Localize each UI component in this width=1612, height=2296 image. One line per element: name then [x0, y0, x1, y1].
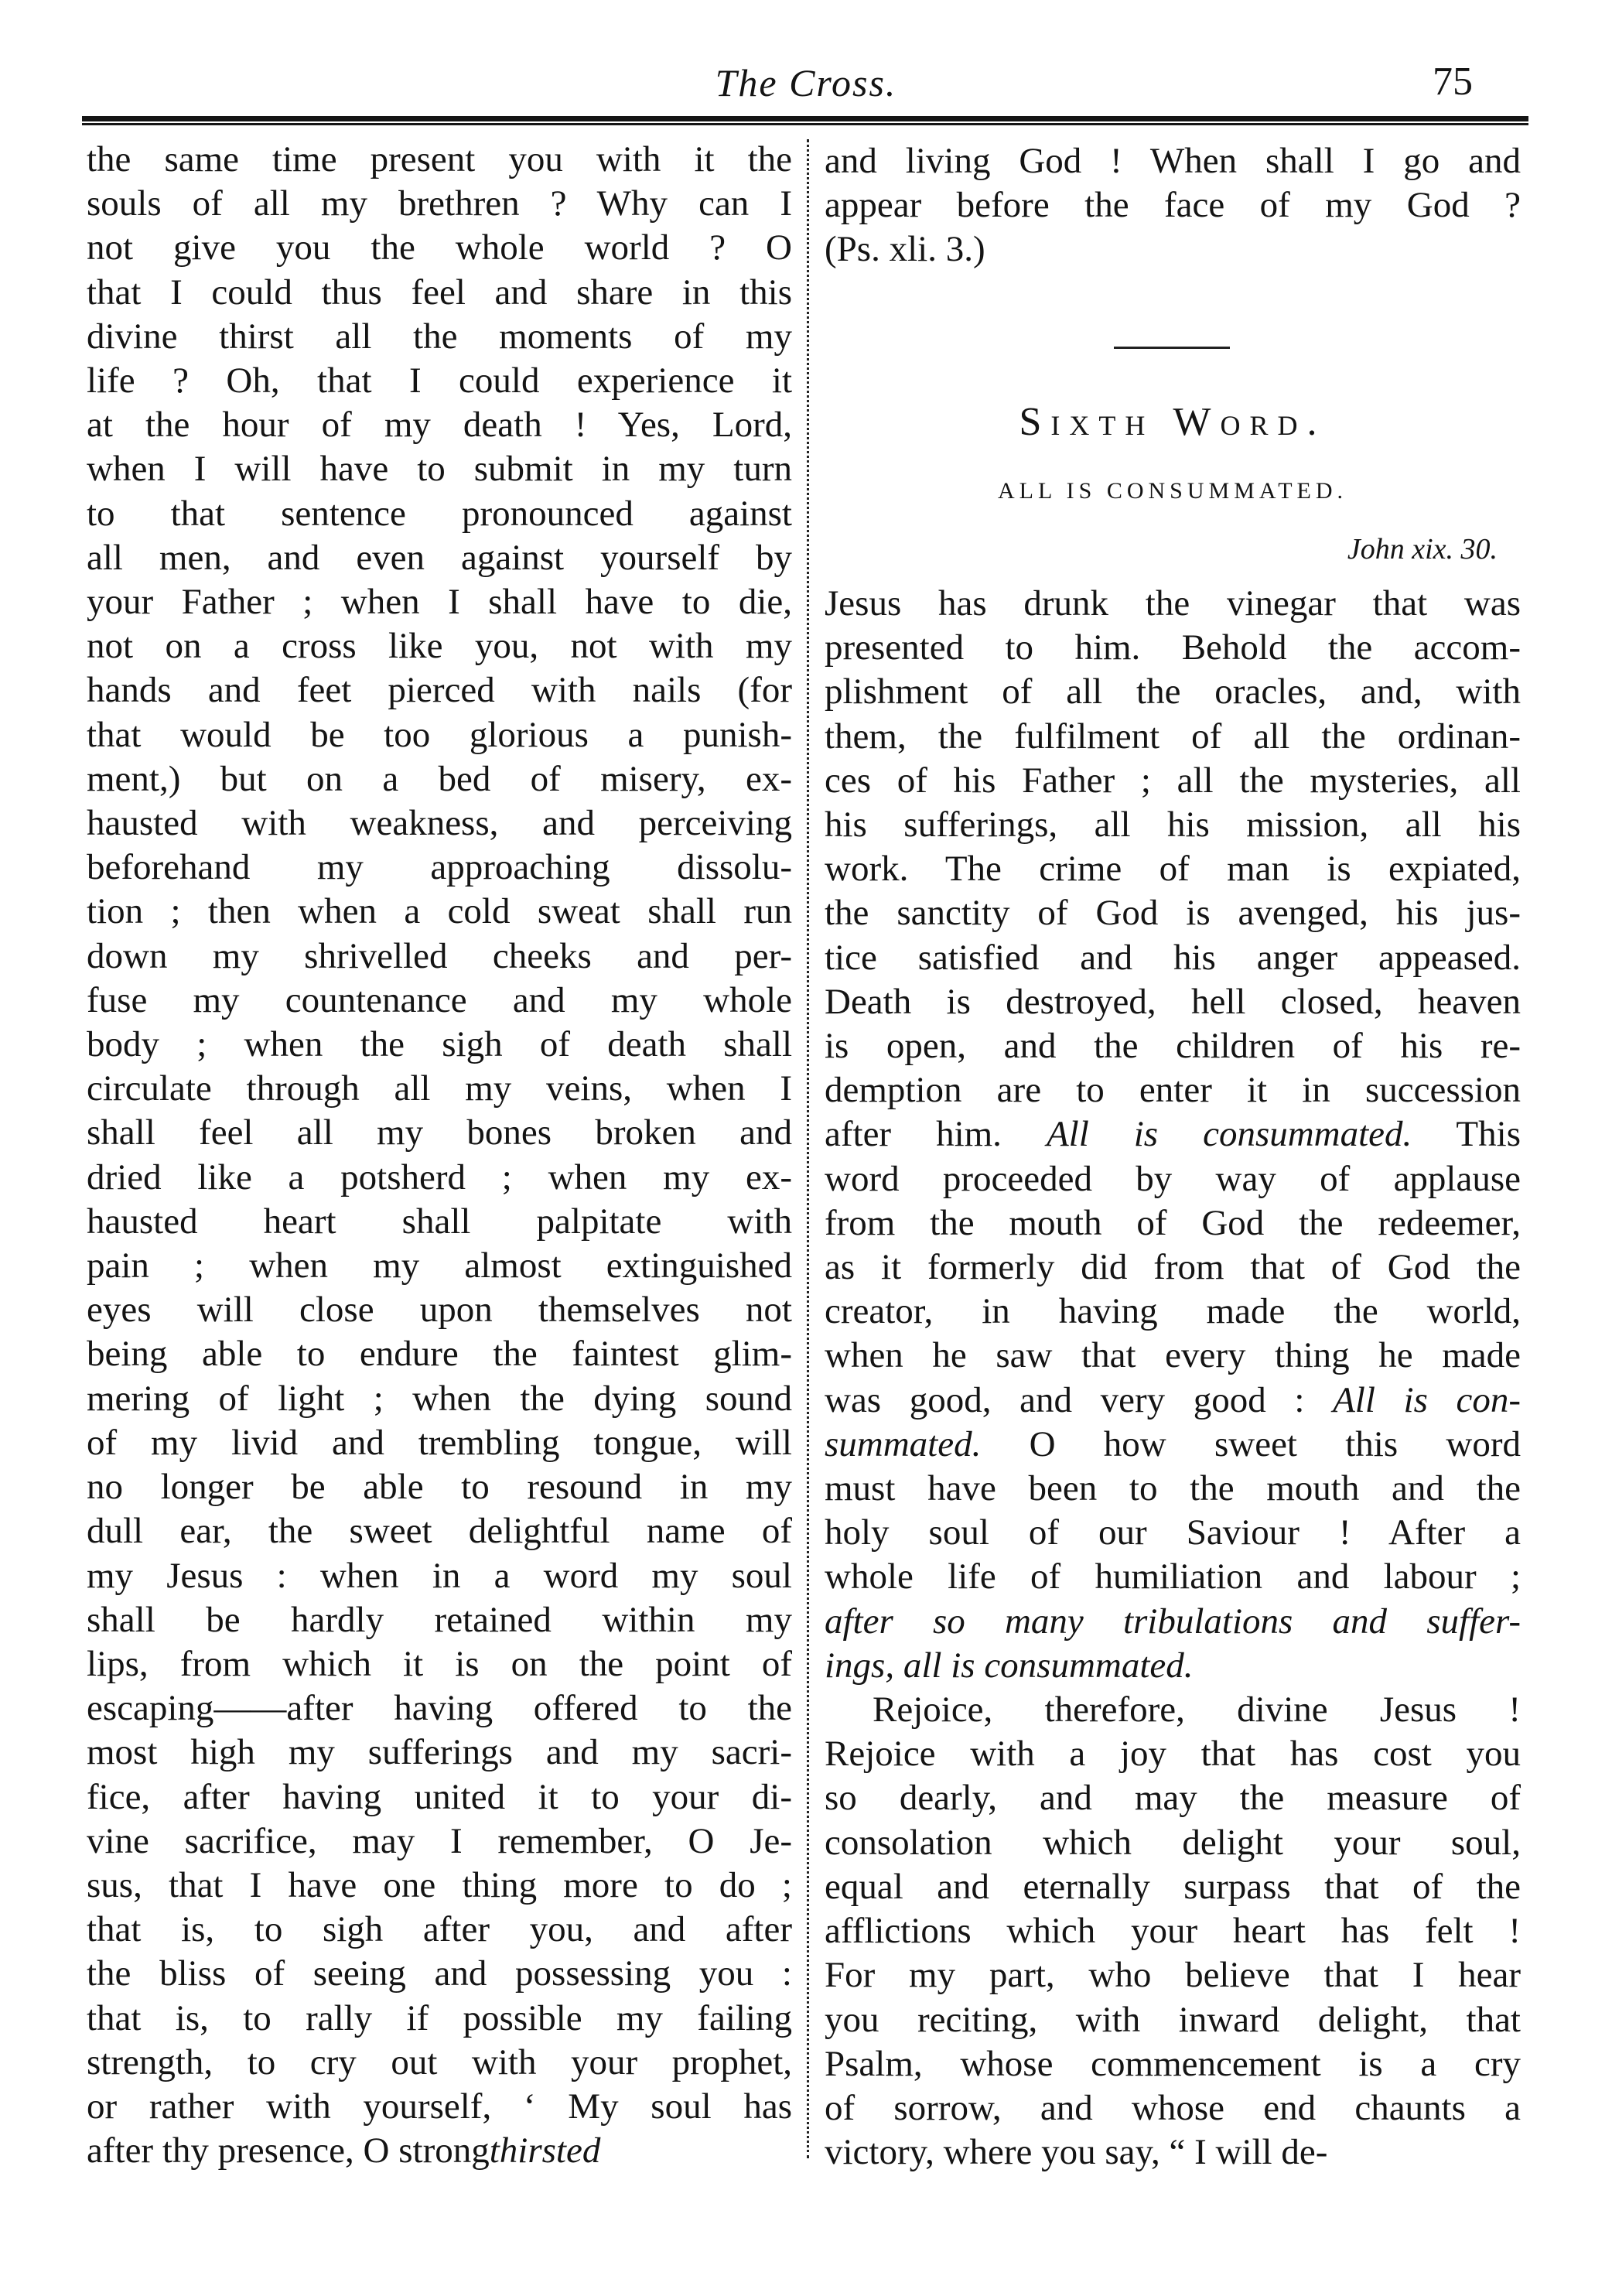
- text-line: [87, 271, 792, 315]
- running-title: The Cross.: [715, 61, 897, 104]
- text-run: not on a cross like you, not with my: [87, 626, 792, 667]
- text-run: most high my sufferings and my sacri-: [87, 1732, 792, 1773]
- text-run: the bliss of seeing and possessing you :: [87, 1953, 792, 1994]
- text-line: [87, 359, 792, 403]
- text-line: [825, 1909, 1521, 1953]
- text-line: [87, 226, 792, 270]
- text-run: lips, from which it is on the point of: [87, 1643, 792, 1684]
- text-run: mering of light ; when the dying sound: [87, 1378, 792, 1419]
- text-line: [825, 1245, 1521, 1290]
- text-run: them, the fulfilment of all the ordinan-: [825, 716, 1521, 757]
- text-line: [87, 668, 792, 712]
- text-line: [825, 1334, 1521, 1378]
- text-line: [87, 447, 792, 491]
- text-line: [825, 1644, 1521, 1688]
- text-run: dull ear, the sweet delightful name of: [87, 1511, 792, 1552]
- text-run: hands and feet pierced with nails (for: [87, 670, 792, 711]
- text-line: [825, 2086, 1521, 2130]
- text-line: [825, 670, 1521, 714]
- text-run: hausted with weakness, and perceiving: [87, 803, 792, 844]
- text-run: For my part, who believe that I hear: [825, 1955, 1521, 1996]
- text-run: tion ; then when a cold sweat shall run: [87, 891, 792, 932]
- text-run: must have been to the mouth and the: [825, 1468, 1521, 1509]
- italic-text: All is consummated.: [1046, 1114, 1412, 1155]
- text-line: [87, 1200, 792, 1244]
- text-run: or rather with yourself, ‘ My soul has: [87, 2086, 792, 2127]
- text-line: [87, 1465, 792, 1509]
- text-run: demption are to enter it in succession: [825, 1070, 1521, 1111]
- text-run: not give you the whole world ? O: [87, 227, 792, 268]
- text-line: [825, 1379, 1521, 1423]
- text-run: plishment of all the oracles, and, with: [825, 671, 1521, 712]
- scripture-reference: John xix. 30.: [1347, 533, 1498, 565]
- text-line: [87, 1421, 792, 1465]
- text-line: [87, 1686, 792, 1731]
- text-line: [825, 1290, 1521, 1334]
- text-run: down my shrivelled cheeks and per-: [87, 935, 792, 976]
- text-line: [825, 2130, 1521, 2175]
- text-run: eyes will close upon themselves not: [87, 1290, 792, 1331]
- text-run: escaping——after having offered to the: [87, 1688, 792, 1729]
- text-run: Death is destroyed, hell closed, heaven: [825, 981, 1521, 1022]
- italic-text: after so many tribulations and suffer-: [825, 1601, 1521, 1642]
- text-run: presented to him. Behold the accom-: [825, 627, 1521, 668]
- text-run: souls of all my brethren ? Why can I: [87, 183, 792, 224]
- text-line: [87, 801, 792, 846]
- text-run: is open, and the children of his re-: [825, 1026, 1521, 1067]
- text-run: Rejoice, therefore, divine Jesus !: [873, 1690, 1521, 1731]
- text-run: at the hour of my death ! Yes, Lord,: [87, 405, 792, 446]
- text-line: [87, 979, 792, 1023]
- text-line: [87, 1288, 792, 1332]
- text-run: as it formerly did from that of God the: [825, 1247, 1521, 1288]
- text-run: life ? Oh, that I could experience it: [87, 360, 792, 401]
- text-line: [825, 891, 1521, 935]
- right-column-top: [825, 139, 1521, 272]
- text-line: [825, 936, 1521, 980]
- text-line: [825, 2042, 1521, 2086]
- text-line: [87, 1156, 792, 1200]
- text-run: creator, in having made the world,: [825, 1291, 1521, 1332]
- text-run: body ; when the sigh of death shall: [87, 1024, 792, 1065]
- text-line: [825, 1555, 1521, 1599]
- text-line: [87, 1864, 792, 1908]
- text-line: [87, 1731, 792, 1775]
- italic-text: All is con-: [1333, 1379, 1521, 1420]
- text-line: [825, 227, 1521, 272]
- text-line: [825, 582, 1521, 626]
- text-run: of sorrow, and whose end chaunts a: [825, 2087, 1521, 2128]
- text-run: circulate through all my veins, when I: [87, 1068, 792, 1109]
- text-run: after him.: [825, 1114, 1047, 1155]
- text-run: work. The crime of man is expiated,: [825, 849, 1521, 890]
- text-line: [87, 846, 792, 890]
- text-run: strength, to cry out with your prophet,: [87, 2041, 792, 2082]
- text-line: [825, 1068, 1521, 1112]
- column-divider: [807, 139, 809, 2158]
- section-separator: [1114, 347, 1230, 349]
- text-run: consolation which delight your soul,: [825, 1822, 1521, 1863]
- text-run: that would be too glorious a punish-: [87, 714, 792, 755]
- text-run: (Ps. xli. 3.): [825, 229, 985, 270]
- text-line: [87, 1775, 792, 1819]
- text-line: [87, 2085, 792, 2129]
- text-line: [87, 492, 792, 536]
- text-run: that is, to rally if possible my failing: [87, 1997, 792, 2038]
- text-run: shall feel all my bones broken and: [87, 1112, 792, 1153]
- italic-text: thirsted: [489, 2130, 601, 2171]
- text-line: [825, 803, 1521, 847]
- text-run: tice satisfied and his anger appeased.: [825, 937, 1521, 978]
- text-run: O how sweet this word: [981, 1423, 1521, 1464]
- italic-text: summated.: [825, 1423, 982, 1464]
- text-line: [825, 139, 1521, 183]
- text-line: [87, 1377, 792, 1421]
- text-line: [825, 1600, 1521, 1644]
- right-column-body: [825, 582, 1521, 2175]
- text-line: [87, 580, 792, 624]
- text-run: of my livid and trembling tongue, will: [87, 1422, 792, 1463]
- text-run: his sufferings, all his mission, all his: [825, 805, 1521, 846]
- text-run: afflictions which your heart has felt !: [825, 1911, 1521, 1952]
- text-line: [825, 1998, 1521, 2042]
- text-run: vine sacrifice, may I remember, O Je-: [87, 1820, 792, 1861]
- text-line: [87, 624, 792, 668]
- text-run: sus, that I have one thing more to do ;: [87, 1864, 792, 1905]
- text-line: [825, 1821, 1521, 1865]
- text-run: to that sentence pronounced against: [87, 493, 792, 534]
- text-run: and living God ! When shall I go and: [825, 141, 1521, 181]
- text-line: [87, 1642, 792, 1686]
- text-line: [825, 1732, 1521, 1776]
- text-run: holy soul of our Saviour ! After a: [825, 1512, 1521, 1553]
- text-run: your Father ; when I shall have to die,: [87, 582, 792, 623]
- text-line: [87, 1244, 792, 1288]
- text-run: that I could thus feel and share in this: [87, 272, 792, 313]
- text-line: [87, 713, 792, 757]
- text-line: [825, 1953, 1521, 1997]
- text-run: divine thirst all the moments of my: [87, 316, 792, 357]
- text-run: pain ; when my almost extinguished: [87, 1245, 792, 1286]
- text-line: [825, 759, 1521, 803]
- left-column: [87, 138, 792, 2173]
- text-line: [825, 1423, 1521, 1467]
- text-run: hausted heart shall palpitate with: [87, 1201, 792, 1242]
- text-line: [825, 1511, 1521, 1555]
- text-line: [825, 1467, 1521, 1511]
- text-line: [87, 1111, 792, 1155]
- text-line: [87, 1598, 792, 1642]
- text-run: the sanctity of God is avenged, his jus-: [825, 893, 1521, 934]
- text-line: [87, 2041, 792, 2085]
- text-run: equal and eternally surpass that of the: [825, 1866, 1521, 1907]
- text-line: [825, 1688, 1521, 1732]
- text-line: [87, 182, 792, 226]
- text-line: [87, 536, 792, 580]
- text-run: all men, and even against yourself by: [87, 537, 792, 578]
- text-run: when he saw that every thing he made: [825, 1335, 1521, 1376]
- text-run: word proceeded by way of applause: [825, 1158, 1521, 1199]
- text-run: dried like a potsherd ; when my ex-: [87, 1157, 792, 1198]
- text-run: from the mouth of God the redeemer,: [825, 1202, 1521, 1243]
- italic-text: ings, all is consummated.: [825, 1645, 1194, 1686]
- text-line: [825, 1157, 1521, 1201]
- text-line: [825, 1024, 1521, 1068]
- text-run: when I will have to submit in my turn: [87, 449, 792, 490]
- text-run: fice, after having united it to your di-: [87, 1776, 792, 1817]
- text-line: [87, 2129, 792, 2173]
- text-line: [87, 1997, 792, 2041]
- text-line: [825, 1776, 1521, 1820]
- text-run: so dearly, and may the measure of: [825, 1778, 1521, 1819]
- text-line: [825, 1865, 1521, 1909]
- text-run: fuse my countenance and my whole: [87, 979, 792, 1020]
- text-line: [87, 1819, 792, 1864]
- text-line: [825, 715, 1521, 759]
- text-run: no longer be able to resound in my: [87, 1467, 792, 1508]
- text-run: whole life of humiliation and labour ;: [825, 1556, 1521, 1597]
- text-line: [825, 847, 1521, 891]
- text-line: [87, 1332, 792, 1376]
- text-line: [87, 403, 792, 447]
- text-line: [87, 757, 792, 801]
- text-run: victory, where you say, “ I will de-: [825, 2132, 1328, 2173]
- text-line: [87, 1952, 792, 1996]
- text-run: ces of his Father ; all the mysteries, all: [825, 760, 1521, 801]
- text-run: ment,) but on a bed of misery, ex-: [87, 758, 792, 799]
- text-run: my Jesus : when in a word my soul: [87, 1555, 792, 1596]
- page-number: 75: [1433, 60, 1473, 104]
- text-run: This: [1412, 1114, 1521, 1155]
- text-run: beforehand my approaching dissolu-: [87, 847, 792, 888]
- text-line: [87, 934, 792, 979]
- text-run: being able to endure the faintest glim-: [87, 1334, 792, 1375]
- text-run: shall be hardly retained within my: [87, 1599, 792, 1640]
- text-run: Psalm, whose commencement is a cry: [825, 2043, 1521, 2084]
- text-line: [87, 138, 792, 182]
- text-run: the same time present you with it the: [87, 139, 792, 179]
- text-run: after thy presence, O strong: [87, 2130, 490, 2171]
- text-line: [825, 183, 1521, 227]
- text-line: [87, 1509, 792, 1553]
- text-line: [87, 890, 792, 934]
- text-line: [825, 1201, 1521, 1245]
- section-title: Sixth Word.: [1019, 400, 1327, 444]
- header-rule: [82, 116, 1528, 125]
- text-line: [87, 1908, 792, 1952]
- text-line: [87, 1067, 792, 1111]
- text-run: Rejoice with a joy that has cost you: [825, 1734, 1521, 1775]
- text-line: [87, 1023, 792, 1067]
- section-subtitle: ALL IS CONSUMMATED.: [997, 478, 1348, 504]
- text-run: was good, and very good :: [825, 1379, 1334, 1420]
- text-line: [87, 1554, 792, 1598]
- text-run: that is, to sigh after you, and after: [87, 1909, 792, 1950]
- text-run: appear before the face of my God ?: [825, 185, 1521, 226]
- text-run: Jesus has drunk the vinegar that was: [825, 583, 1521, 624]
- text-line: [825, 626, 1521, 670]
- text-line: [825, 980, 1521, 1024]
- text-line: [87, 315, 792, 359]
- text-run: you reciting, with inward delight, that: [825, 1999, 1521, 2040]
- text-line: [825, 1112, 1521, 1157]
